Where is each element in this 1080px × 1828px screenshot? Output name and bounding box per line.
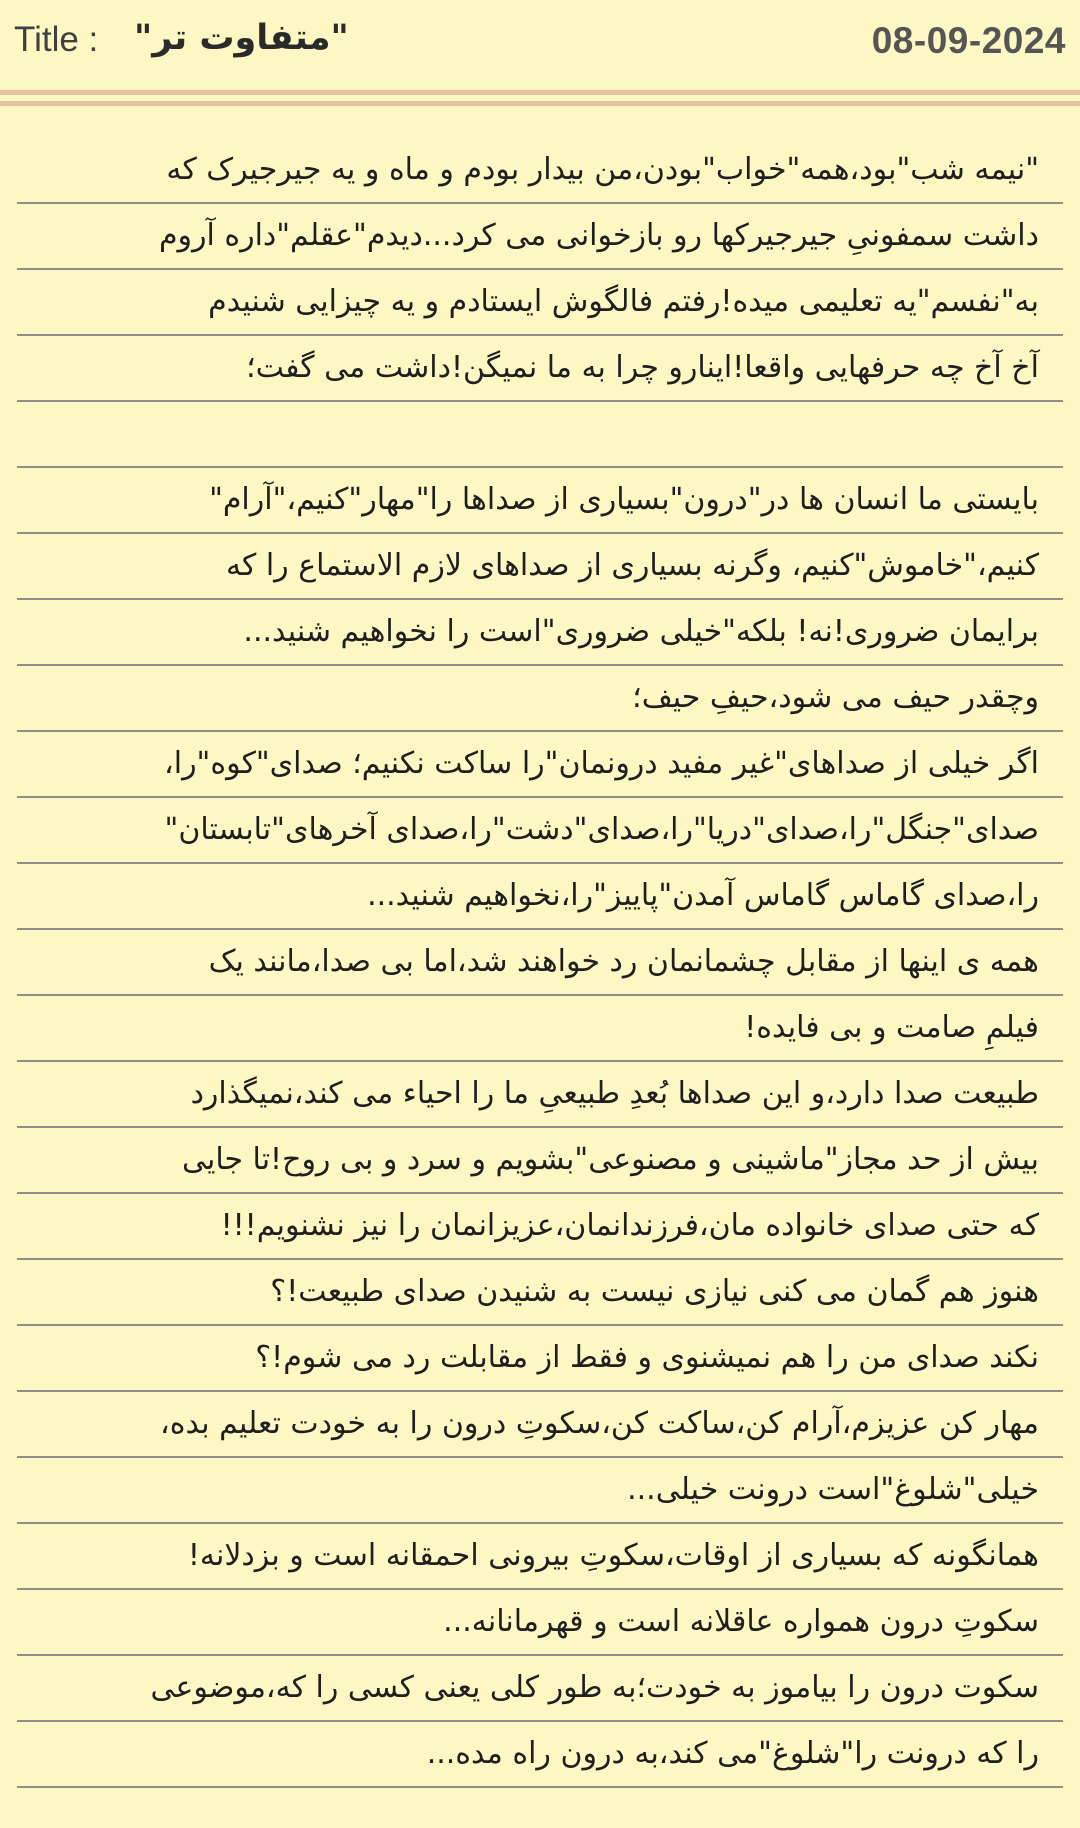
note-line[interactable]: را،صدای گاماس گاماس آمدن"پاییز"را،نخواهیم شنید... <box>17 864 1063 930</box>
note-line[interactable]: "نیمه شب"بود،همه"خواب"بودن،من بیدار بودم و ماه و یه جیرجیرک که <box>17 138 1063 204</box>
title-label: Title : <box>14 20 99 59</box>
note-header <box>0 0 1080 88</box>
note-line[interactable]: داشت سمفونیِ جیرجیرکها رو بازخوانی می کرد...دیدم"عقلم"داره آروم <box>17 204 1063 270</box>
note-line[interactable]: برایمان ضروری!نه! بلکه"خیلی ضروری"است را نخواهیم شنید... <box>17 600 1063 666</box>
note-line[interactable]: همانگونه که بسیاری از اوقات،سکوتِ بیرونی احمقانه است و بزدلانه! <box>17 1524 1063 1590</box>
note-line[interactable]: همه ی اینها از مقابل چشمانمان رد خواهند شد،اما بی صدا،مانند یک <box>17 930 1063 996</box>
note-date: 08-09-2024 <box>871 20 1066 61</box>
note-body[interactable] <box>17 138 1063 1788</box>
note-line[interactable]: وچقدر حیف می شود،حیفِ حیف؛ <box>17 666 1063 732</box>
note-line[interactable]: صدای"جنگل"را،صدای"دریا"را،صدای"دشت"را،صدای آخرهای"تابستان" <box>17 798 1063 864</box>
note-line[interactable]: که حتی صدای خانواده مان،فرزندانمان،عزیزانمان را نیز نشنویم!!! <box>17 1194 1063 1260</box>
note-line[interactable] <box>17 402 1063 468</box>
note-line[interactable]: بایستی ما انسان ها در"درون"بسیاری از صداها را"مهار"کنیم،"آرام" <box>17 468 1063 534</box>
header-divider-bottom <box>0 101 1080 106</box>
note-line[interactable]: نکند صدای من را هم نمیشنوی و فقط از مقابلت رد می شوم!؟ <box>17 1326 1063 1392</box>
note-line[interactable]: بیش از حد مجاز"ماشینی و مصنوعی"بشویم و سرد و بی روح!تا جایی <box>17 1128 1063 1194</box>
note-line[interactable]: مهار کن عزیزم،آرام کن،ساکت کن،سکوتِ درون را به خودت تعلیم بده، <box>17 1392 1063 1458</box>
note-line[interactable]: فیلمِ صامت و بی فایده! <box>17 996 1063 1062</box>
note-line[interactable]: را که درونت را"شلوغ"می کند،به درون راه مده... <box>17 1722 1063 1788</box>
note-line[interactable]: آخ آخ چه حرفهایی واقعا!اینارو چرا به ما نمیگن!داشت می گفت؛ <box>17 336 1063 402</box>
note-line[interactable]: سکوتِ درون همواره عاقلانه است و قهرمانانه... <box>17 1590 1063 1656</box>
note-line[interactable]: هنوز هم گمان می کنی نیازی نیست به شنیدن صدای طبیعت!؟ <box>17 1260 1063 1326</box>
note-line[interactable]: اگر خیلی از صداهای"غیر مفید درونمان"را ساکت نکنیم؛ صدای"کوه"را، <box>17 732 1063 798</box>
note-line[interactable]: کنیم،"خاموش"کنیم، وگرنه بسیاری از صداهای لازم الاستماع را که <box>17 534 1063 600</box>
note-title[interactable]: "متفاوت تر" <box>134 18 349 58</box>
header-divider-top <box>0 90 1080 95</box>
note-line[interactable]: به"نفسم"یه تعلیمی میده!رفتم فالگوش ایستادم و یه چیزایی شنیدم <box>17 270 1063 336</box>
note-line[interactable]: طبیعت صدا دارد،و این صداها بُعدِ طبیعیِ ما را احیاء می کند،نمیگذارد <box>17 1062 1063 1128</box>
note-line[interactable]: خیلی"شلوغ"است درونت خیلی... <box>17 1458 1063 1524</box>
note-line[interactable]: سکوت درون را بیاموز به خودت؛به طور کلی یعنی کسی را که،موضوعی <box>17 1656 1063 1722</box>
